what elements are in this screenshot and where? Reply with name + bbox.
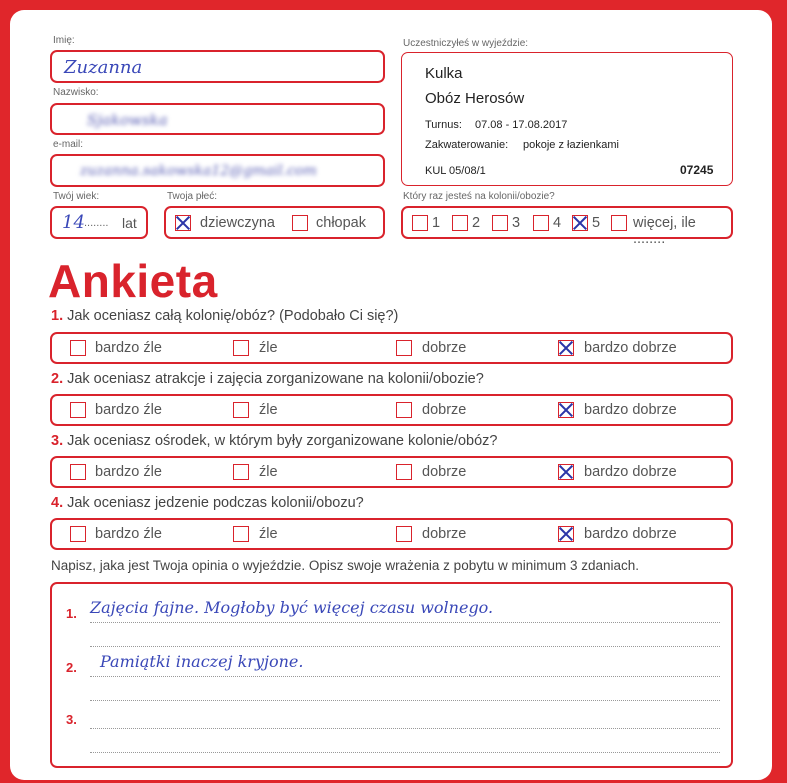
- name-field[interactable]: [50, 50, 385, 83]
- question-number: 3.: [51, 433, 64, 449]
- times-checkbox-more[interactable]: [611, 215, 627, 231]
- age-dots: ........: [84, 217, 109, 229]
- q2-option-1: bardzo źle: [95, 402, 162, 418]
- name-label: Imię:: [53, 35, 75, 46]
- q3-checkbox-2[interactable]: [233, 464, 249, 480]
- gender-option-female: dziewczyna: [200, 215, 275, 231]
- question-text: Jak oceniasz jedzenie podczas kolonii/obozu?: [67, 495, 364, 511]
- question-text: Jak oceniasz ośrodek, w którym były zorganizowane kolonie/obóz?: [67, 433, 498, 449]
- gender-checkbox-male[interactable]: [292, 215, 308, 231]
- opinion-line-number-3: 3.: [66, 712, 77, 727]
- q4-option-3: dobrze: [422, 526, 467, 542]
- name-value: Zuzanna: [64, 57, 143, 78]
- age-unit: lat: [122, 215, 137, 231]
- q2-option-3: dobrze: [422, 402, 467, 418]
- q3-checkbox-3[interactable]: [396, 464, 412, 480]
- rating-row-1: [50, 332, 733, 364]
- q4-checkbox-3[interactable]: [396, 526, 412, 542]
- times-checkbox-3[interactable]: [492, 215, 508, 231]
- gender-checkbox-female[interactable]: [175, 215, 191, 231]
- trip-label: Uczestniczyłeś w wyjeździe:: [403, 38, 529, 49]
- q3-option-2: źle: [259, 464, 278, 480]
- q3-option-3: dobrze: [422, 464, 467, 480]
- q4-option-2: źle: [259, 526, 278, 542]
- q1-option-4: bardzo dobrze: [584, 340, 677, 356]
- q2-checkbox-3[interactable]: [396, 402, 412, 418]
- trip-code: KUL 05/08/1: [425, 165, 486, 177]
- q4-checkbox-4[interactable]: [558, 526, 574, 542]
- times-checkbox-1[interactable]: [412, 215, 428, 231]
- surname-value: Sjakowska: [87, 111, 168, 129]
- q4-option-1: bardzo źle: [95, 526, 162, 542]
- q4-option-4: bardzo dobrze: [584, 526, 677, 542]
- gender-option-male: chłopak: [316, 215, 366, 231]
- times-option-2: 2: [472, 215, 481, 231]
- opinion-textarea[interactable]: [50, 582, 733, 768]
- rating-row-3: [50, 456, 733, 488]
- opinion-prompt: Napisz, jaka jest Twoja opinia o wyjeździe. Opisz swoje wrażenia z pobytu w minimum 3 zdaniach.: [51, 558, 640, 573]
- which-time-label: Który raz jesteś na kolonii/obozie?: [403, 191, 555, 202]
- question-4: [51, 495, 364, 511]
- q3-option-1: bardzo źle: [95, 464, 162, 480]
- email-label: e-mail:: [53, 139, 84, 150]
- rating-row-2: [50, 394, 733, 426]
- survey-title: Ankieta: [48, 255, 218, 307]
- q3-checkbox-4[interactable]: [558, 464, 574, 480]
- times-option-more: więcej, ile ........: [633, 215, 696, 247]
- trip-number: 07245: [680, 163, 714, 177]
- times-checkbox-2[interactable]: [452, 215, 468, 231]
- trip-turn-value: 07.08 - 17.08.2017: [475, 119, 568, 131]
- question-text: Jak oceniasz całą kolonię/obóz? (Podobało Ci się?): [67, 308, 399, 324]
- trip-accom-value: pokoje z łazienkami: [523, 139, 619, 151]
- age-value: 14: [62, 212, 85, 233]
- question-3: [51, 433, 497, 449]
- question-number: 1.: [51, 308, 64, 324]
- q2-checkbox-1[interactable]: [70, 402, 86, 418]
- q1-option-1: bardzo źle: [95, 340, 162, 356]
- opinion-line-number-1: 1.: [66, 606, 77, 621]
- q3-option-4: bardzo dobrze: [584, 464, 677, 480]
- q4-checkbox-2[interactable]: [233, 526, 249, 542]
- rating-row-4: [50, 518, 733, 550]
- q1-option-3: dobrze: [422, 340, 467, 356]
- question-1: [51, 308, 398, 324]
- email-value: zuzanna.sakowska12@gmail.com: [80, 163, 317, 179]
- q2-checkbox-2[interactable]: [233, 402, 249, 418]
- age-field[interactable]: [50, 206, 148, 239]
- opinion-line-text-2: Pamiątki inaczej kryjone.: [100, 652, 304, 671]
- surname-field[interactable]: [50, 103, 385, 135]
- surname-label: Nazwisko:: [53, 87, 99, 98]
- q2-option-2: źle: [259, 402, 278, 418]
- q1-checkbox-3[interactable]: [396, 340, 412, 356]
- q1-checkbox-1[interactable]: [70, 340, 86, 356]
- times-checkbox-4[interactable]: [533, 215, 549, 231]
- times-option-5: 5: [592, 215, 601, 231]
- question-number: 2.: [51, 371, 64, 387]
- q1-option-2: źle: [259, 340, 278, 356]
- trip-turn-label: Turnus:: [425, 119, 462, 131]
- question-text: Jak oceniasz atrakcje i zajęcia zorganizowane na kolonii/obozie?: [67, 371, 484, 387]
- opinion-line-number-2: 2.: [66, 660, 77, 675]
- trip-accom-label: Zakwaterowanie:: [425, 139, 509, 151]
- times-option-4: 4: [553, 215, 562, 231]
- trip-info-box: [401, 52, 733, 186]
- times-checkbox-5[interactable]: [572, 215, 588, 231]
- gender-field: [164, 206, 385, 239]
- q1-checkbox-2[interactable]: [233, 340, 249, 356]
- q3-checkbox-1[interactable]: [70, 464, 86, 480]
- q2-checkbox-4[interactable]: [558, 402, 574, 418]
- q4-checkbox-1[interactable]: [70, 526, 86, 542]
- gender-label: Twoja płeć:: [167, 191, 218, 202]
- trip-camp: Obóz Herosów: [425, 90, 525, 107]
- email-field[interactable]: [50, 154, 385, 187]
- q2-option-4: bardzo dobrze: [584, 402, 677, 418]
- which-time-field: [401, 206, 733, 247]
- opinion-line-text-1: Zajęcia fajne. Mogłoby być więcej czasu wolnego.: [90, 598, 494, 617]
- times-option-1: 1: [432, 215, 441, 231]
- question-2: [51, 371, 484, 387]
- question-number: 4.: [51, 495, 64, 511]
- survey-sheet: [10, 10, 772, 780]
- times-option-3: 3: [512, 215, 521, 231]
- q1-checkbox-4[interactable]: [558, 340, 574, 356]
- trip-org: Kulka: [425, 65, 463, 82]
- age-label: Twój wiek:: [53, 191, 100, 202]
